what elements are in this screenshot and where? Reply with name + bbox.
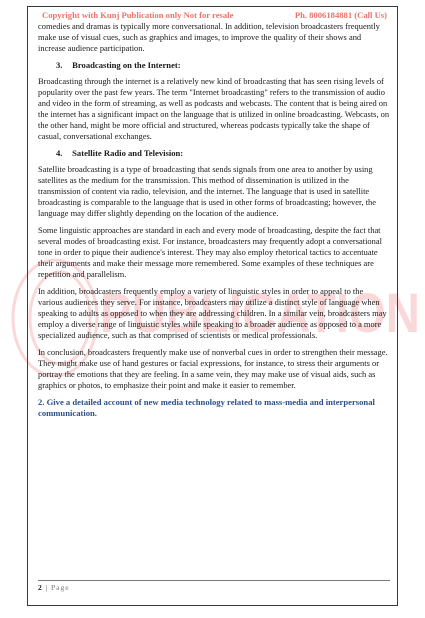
document-body — [38, 21, 390, 425]
section-title: Broadcasting on the Internet: — [72, 60, 181, 70]
section-heading-internet — [56, 60, 390, 71]
section-heading-satellite — [56, 148, 390, 159]
section-number: 3. — [56, 60, 63, 70]
paragraph-satellite: Satellite broadcasting is a type of broadcasting that sends signals from one area to another by using satellites as the medium for the transmission. This method of dissemination is utilized in the transmission of content via radio, television, and the internet. The language that is used in satellite broadcasting is comparable to the language that is used in other forms of broadcasting; however, the language may differ slightly depending on the location of the audience. — [38, 164, 376, 218]
watermark-text: PUBLICATION — [100, 281, 420, 344]
paragraph-internet: Broadcasting through the internet is a relatively new kind of broadcasting that has seen rising levels of popularity over the past few years. The term "Internet broadcasting" refers to the transmission of audio and video in the form of streaming, as well as podcasts and webcasts. The content that is being aired on the internet has a significant impact on the language that is utilized in online broadcasting. Webcasts, on the other hand, might be more official and structured, whereas podcasts typically take the shape of casual, conversational exchanges. — [38, 76, 390, 141]
page-footer — [38, 580, 390, 592]
section-number: 4. — [56, 148, 63, 158]
page-header — [42, 10, 387, 21]
question-heading: 2. Give a detailed account of new media technology related to mass-media and interpersonal communication. — [38, 397, 375, 418]
paragraph-nonverbal-cues: In conclusion, broadcasters frequently make use of nonverbal cues in order to strengthen their message. They might make use of hand gestures or facial expressions, for instance, to stress their arguments or portray the emotions that they are feeling. In a same vein, they may make use of visual aids, such as graphics or photos, to emphasize their point and make it easier to remember. — [38, 347, 388, 390]
section-title: Satellite Radio and Television: — [72, 148, 184, 158]
paragraph-continued: comedies and dramas is typically more conversational. In addition, television broadcasters frequently make use of visual cues, such as graphics and images, to improve the quality of their shows and increase audience participation. — [38, 21, 380, 53]
paragraph-linguistic-styles: In addition, broadcasters frequently employ a variety of linguistic styles in order to appeal to the various audiences they serve. For instance, broadcasters may utilize a distinct style of language when speaking to adults as opposed to when they are addressing children. In a similar vein, broadcasters may employ a diverse range of linguistic styles while speaking to a broader audience as opposed to a more specialized audience, such as that comprised of scientists or medical professionals. — [38, 286, 387, 340]
page-number: 2 — [38, 583, 42, 592]
page-label: Page — [51, 583, 70, 592]
header-phone: Ph. 8006184881 (Call Us) — [294, 10, 387, 20]
paragraph-linguistic-approaches: Some linguistic approaches are standard in each and every mode of broadcasting, despite the fact that several modes of broadcasting exist. For instance, broadcasters may frequently adopt a conversational tone in order to pique their audience's interest. They may also employ rhetorical tactics to accentuate their arguments and make their message more remembered. Some examples of these techniques are repetition and parallelism. — [38, 225, 382, 279]
footer-separator: | — [45, 583, 48, 592]
header-copyright: Copyright with Kunj Publication only Not for resale — [42, 10, 234, 20]
